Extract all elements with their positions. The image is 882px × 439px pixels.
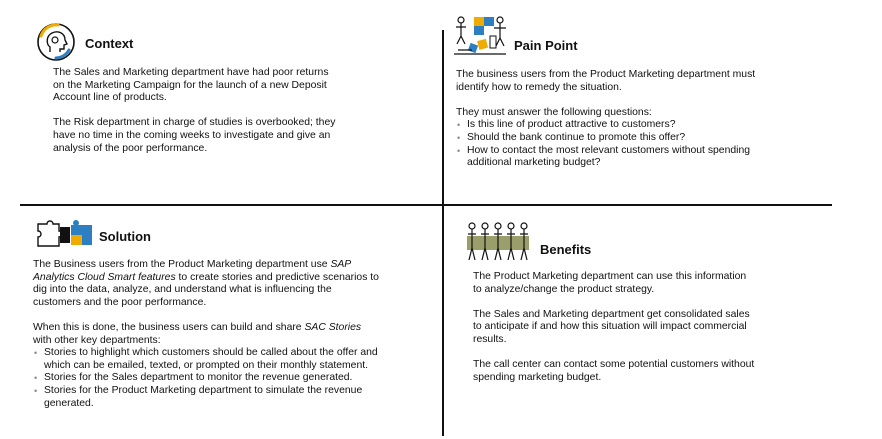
solution-body	[33, 259, 379, 410]
text-line: dig into the data, analyze, and understand what is influencing the	[33, 284, 332, 296]
context-title: Context	[85, 36, 134, 51]
list-item: • How to contact the most relevant customers without spending additional marketing budget?	[456, 145, 755, 170]
text-line: on the Marketing Campaign for the launch of a new Deposit	[53, 79, 327, 91]
text-line: The call center can contact some potential customers without	[473, 359, 755, 371]
horizontal-divider	[20, 204, 832, 206]
solution-title: Solution	[99, 229, 151, 244]
benefits-body	[473, 271, 754, 384]
text-line: results.	[473, 333, 507, 345]
text-line: identify how to remedy the situation.	[456, 81, 622, 93]
text-line: customers and the poor performance.	[33, 296, 207, 308]
pain-point-body	[456, 69, 755, 170]
list-item: • Stories for the Product Marketing department to simulate the revenue generated.	[33, 385, 379, 410]
pain-point-title: Pain Point	[514, 38, 578, 53]
puzzle-pieces-icon	[35, 218, 95, 257]
text-line: to anticipate if and how this situation will impact commercial	[473, 321, 747, 333]
vertical-divider	[442, 30, 444, 436]
text-line: with other key departments:	[33, 334, 161, 346]
people-puzzle-icon	[452, 14, 508, 63]
list-item: • Is this line of product attractive to customers?	[456, 119, 755, 132]
list-item: • Should the bank continue to promote this offer?	[456, 132, 755, 145]
text-line: spending marketing budget.	[473, 371, 602, 383]
context-body	[53, 67, 335, 155]
text-line: When this is done, the business users can build and share SAC Stories	[33, 321, 362, 333]
text-line: have no time in the coming weeks to investigate and give an	[53, 129, 331, 141]
text-line: The Business users from the Product Marketing department use SAP	[33, 259, 352, 270]
text-line: Account line of products.	[53, 92, 167, 104]
team-people-icon	[465, 220, 531, 267]
text-line: The business users from the Product Marketing department must	[456, 69, 756, 80]
pain-point-questions	[456, 119, 755, 169]
text-line: The Sales and Marketing department get consolidated sales	[473, 308, 750, 320]
benefits-title: Benefits	[540, 242, 592, 257]
text-line: The Risk department in charge of studies is overbooked; they	[53, 117, 336, 129]
text-line: The Product Marketing department can use this information	[473, 271, 747, 282]
text-line: to analyze/change the product strategy.	[473, 283, 655, 295]
head-profile-icon	[36, 22, 76, 67]
text-line: The Sales and Marketing department have had poor returns	[53, 67, 329, 78]
list-item: • Stories for the Sales department to monitor the revenue generated.	[33, 372, 379, 385]
list-item: • Stories to highlight which customers should be called about the offer and which can be emailed, texted, or prompted on their monthly statement.	[33, 347, 379, 372]
text-line: Analytics Cloud Smart features to create stories and predictive scenarios to	[33, 271, 379, 283]
text-line: They must answer the following questions:	[456, 106, 652, 118]
text-line: analysis of the poor performance.	[53, 142, 208, 154]
solution-stories-list	[33, 347, 379, 410]
